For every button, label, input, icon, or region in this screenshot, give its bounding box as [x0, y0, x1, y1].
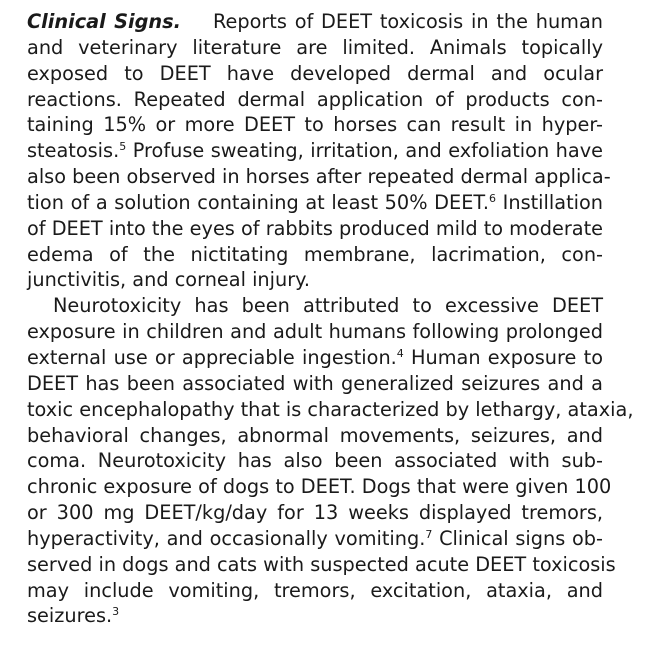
text-span: tion of a solution containing at least 50% DEET. — [27, 190, 490, 214]
text-line — [27, 9, 603, 35]
text-line: or 300 mg DEET/kg/day for 13 weeks displayed tremors, — [27, 501, 603, 525]
text-line: exposure in children and adult humans following prolonged — [27, 320, 603, 344]
text-line: served in dogs and cats with suspected acute DEET toxicosis — [27, 552, 616, 576]
text-line — [27, 603, 603, 629]
text-line: and veterinary literature are limited. Animals topically — [27, 35, 603, 59]
text-line: may include vomiting, tremors, excitation, ataxia, and — [27, 578, 603, 602]
text-span: Clinical signs ob- — [432, 526, 603, 550]
text-span: hyperactivity, and occasionally vomiting. — [27, 526, 426, 550]
text-line — [27, 190, 603, 216]
footnote-ref: 6 — [489, 191, 497, 205]
text-span: external use or appreciable ingestion. — [27, 345, 397, 369]
text-span: Human exposure to — [403, 345, 603, 369]
text-line: chronic exposure of dogs to DEET. Dogs that were given 100 — [27, 475, 612, 499]
text-line: reactions. Repeated dermal application of products con- — [27, 87, 603, 111]
footnote-ref: 7 — [425, 527, 433, 541]
footnote-ref: 3 — [112, 605, 120, 619]
text-span: Instillation — [496, 190, 604, 214]
text-line: edema of the nictitating membrane, lacrimation, con- — [27, 242, 603, 266]
text-line: exposed to DEET have developed dermal and ocular — [27, 61, 603, 85]
text-line — [27, 526, 603, 552]
footnote-ref: 5 — [119, 140, 127, 154]
text-line: toxic encephalopathy that is characterized by lethargy, ataxia, — [27, 397, 634, 421]
text-span: seizures. — [27, 604, 113, 628]
section-heading: Clinical Signs. — [27, 10, 181, 33]
text-line: taining 15% or more DEET to horses can result in hyper- — [27, 113, 603, 137]
text-line — [27, 138, 603, 164]
text-span: Profuse sweating, irritation, and exfoliation have — [126, 139, 603, 163]
text-line: junctivitis, and corneal injury. — [27, 268, 310, 292]
text-line — [27, 345, 603, 371]
text-line: Neurotoxicity has been attributed to excessive DEET — [53, 294, 603, 318]
text-line: DEET has been associated with generalized seizures and a — [27, 371, 603, 395]
text-line: of DEET into the eyes of rabbits produced mild to moderate — [27, 216, 604, 240]
text-line: coma. Neurotoxicity has also been associated with sub- — [27, 449, 603, 473]
footnote-ref: 4 — [396, 346, 404, 360]
text-line: also been observed in horses after repeated dermal applica- — [27, 165, 611, 189]
text-span: steatosis. — [27, 139, 120, 163]
text-span: Reports of DEET toxicosis in the human — [212, 10, 604, 33]
text-line: behavioral changes, abnormal movements, seizures, and — [27, 423, 603, 447]
document-body — [27, 9, 634, 629]
